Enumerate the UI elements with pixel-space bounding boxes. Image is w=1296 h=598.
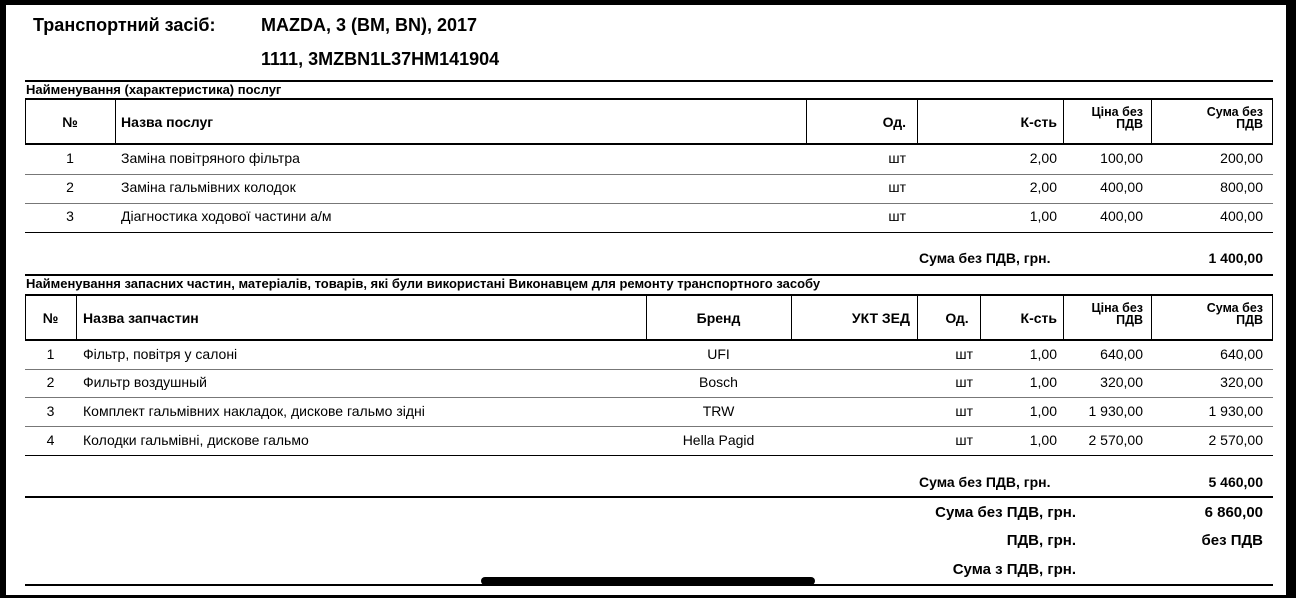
col-brand: Бренд bbox=[696, 310, 741, 326]
col-price: Ціна без ПДВ bbox=[1091, 301, 1143, 327]
services-total-value: 1 400,00 bbox=[1208, 250, 1263, 266]
parts-section-title: Найменування запасних частин, матеріалів, товарів, які були використані Виконавцем для ремонту транспортного засобу bbox=[26, 276, 821, 291]
vehicle-plate-vin: 1111, 3MZBN1L37HM141904 bbox=[261, 49, 500, 69]
divider bbox=[25, 496, 1273, 498]
col-price: Ціна без ПДВ bbox=[1091, 105, 1143, 131]
summary-total-no-vat-value: 6 860,00 bbox=[1204, 504, 1263, 521]
summary-total-no-vat-label: Сума без ПДВ, грн. bbox=[935, 504, 1076, 521]
summary-total-with-vat-label: Сума з ПДВ, грн. bbox=[952, 561, 1076, 578]
summary-vat-value: без ПДВ bbox=[1201, 532, 1263, 549]
col-name: Назва запчастин bbox=[83, 310, 199, 326]
col-unit: Од. bbox=[882, 114, 906, 130]
services-total-label: Сума без ПДВ, грн. bbox=[919, 250, 1051, 266]
parts-total-label: Сума без ПДВ, грн. bbox=[919, 474, 1051, 490]
col-ukt: УКТ ЗЕД bbox=[851, 310, 910, 326]
col-sum: Сума без ПДВ bbox=[1206, 105, 1263, 131]
col-num: № bbox=[42, 310, 59, 326]
col-num: № bbox=[62, 114, 78, 130]
col-sum: Сума без ПДВ bbox=[1206, 301, 1263, 327]
col-qty: К-сть bbox=[1020, 310, 1057, 326]
home-indicator[interactable] bbox=[481, 577, 815, 585]
col-qty: К-сть bbox=[1020, 114, 1057, 130]
vehicle-model: MAZDA, 3 (BM, BN), 2017 bbox=[261, 15, 478, 35]
services-section-title: Найменування (характеристика) послуг bbox=[26, 82, 282, 97]
vehicle-label: Транспортний засіб: bbox=[33, 15, 216, 35]
col-unit: Од. bbox=[945, 310, 969, 326]
summary-vat-label: ПДВ, грн. bbox=[1006, 532, 1076, 549]
col-name: Назва послуг bbox=[121, 114, 214, 130]
parts-total-value: 5 460,00 bbox=[1208, 474, 1263, 490]
